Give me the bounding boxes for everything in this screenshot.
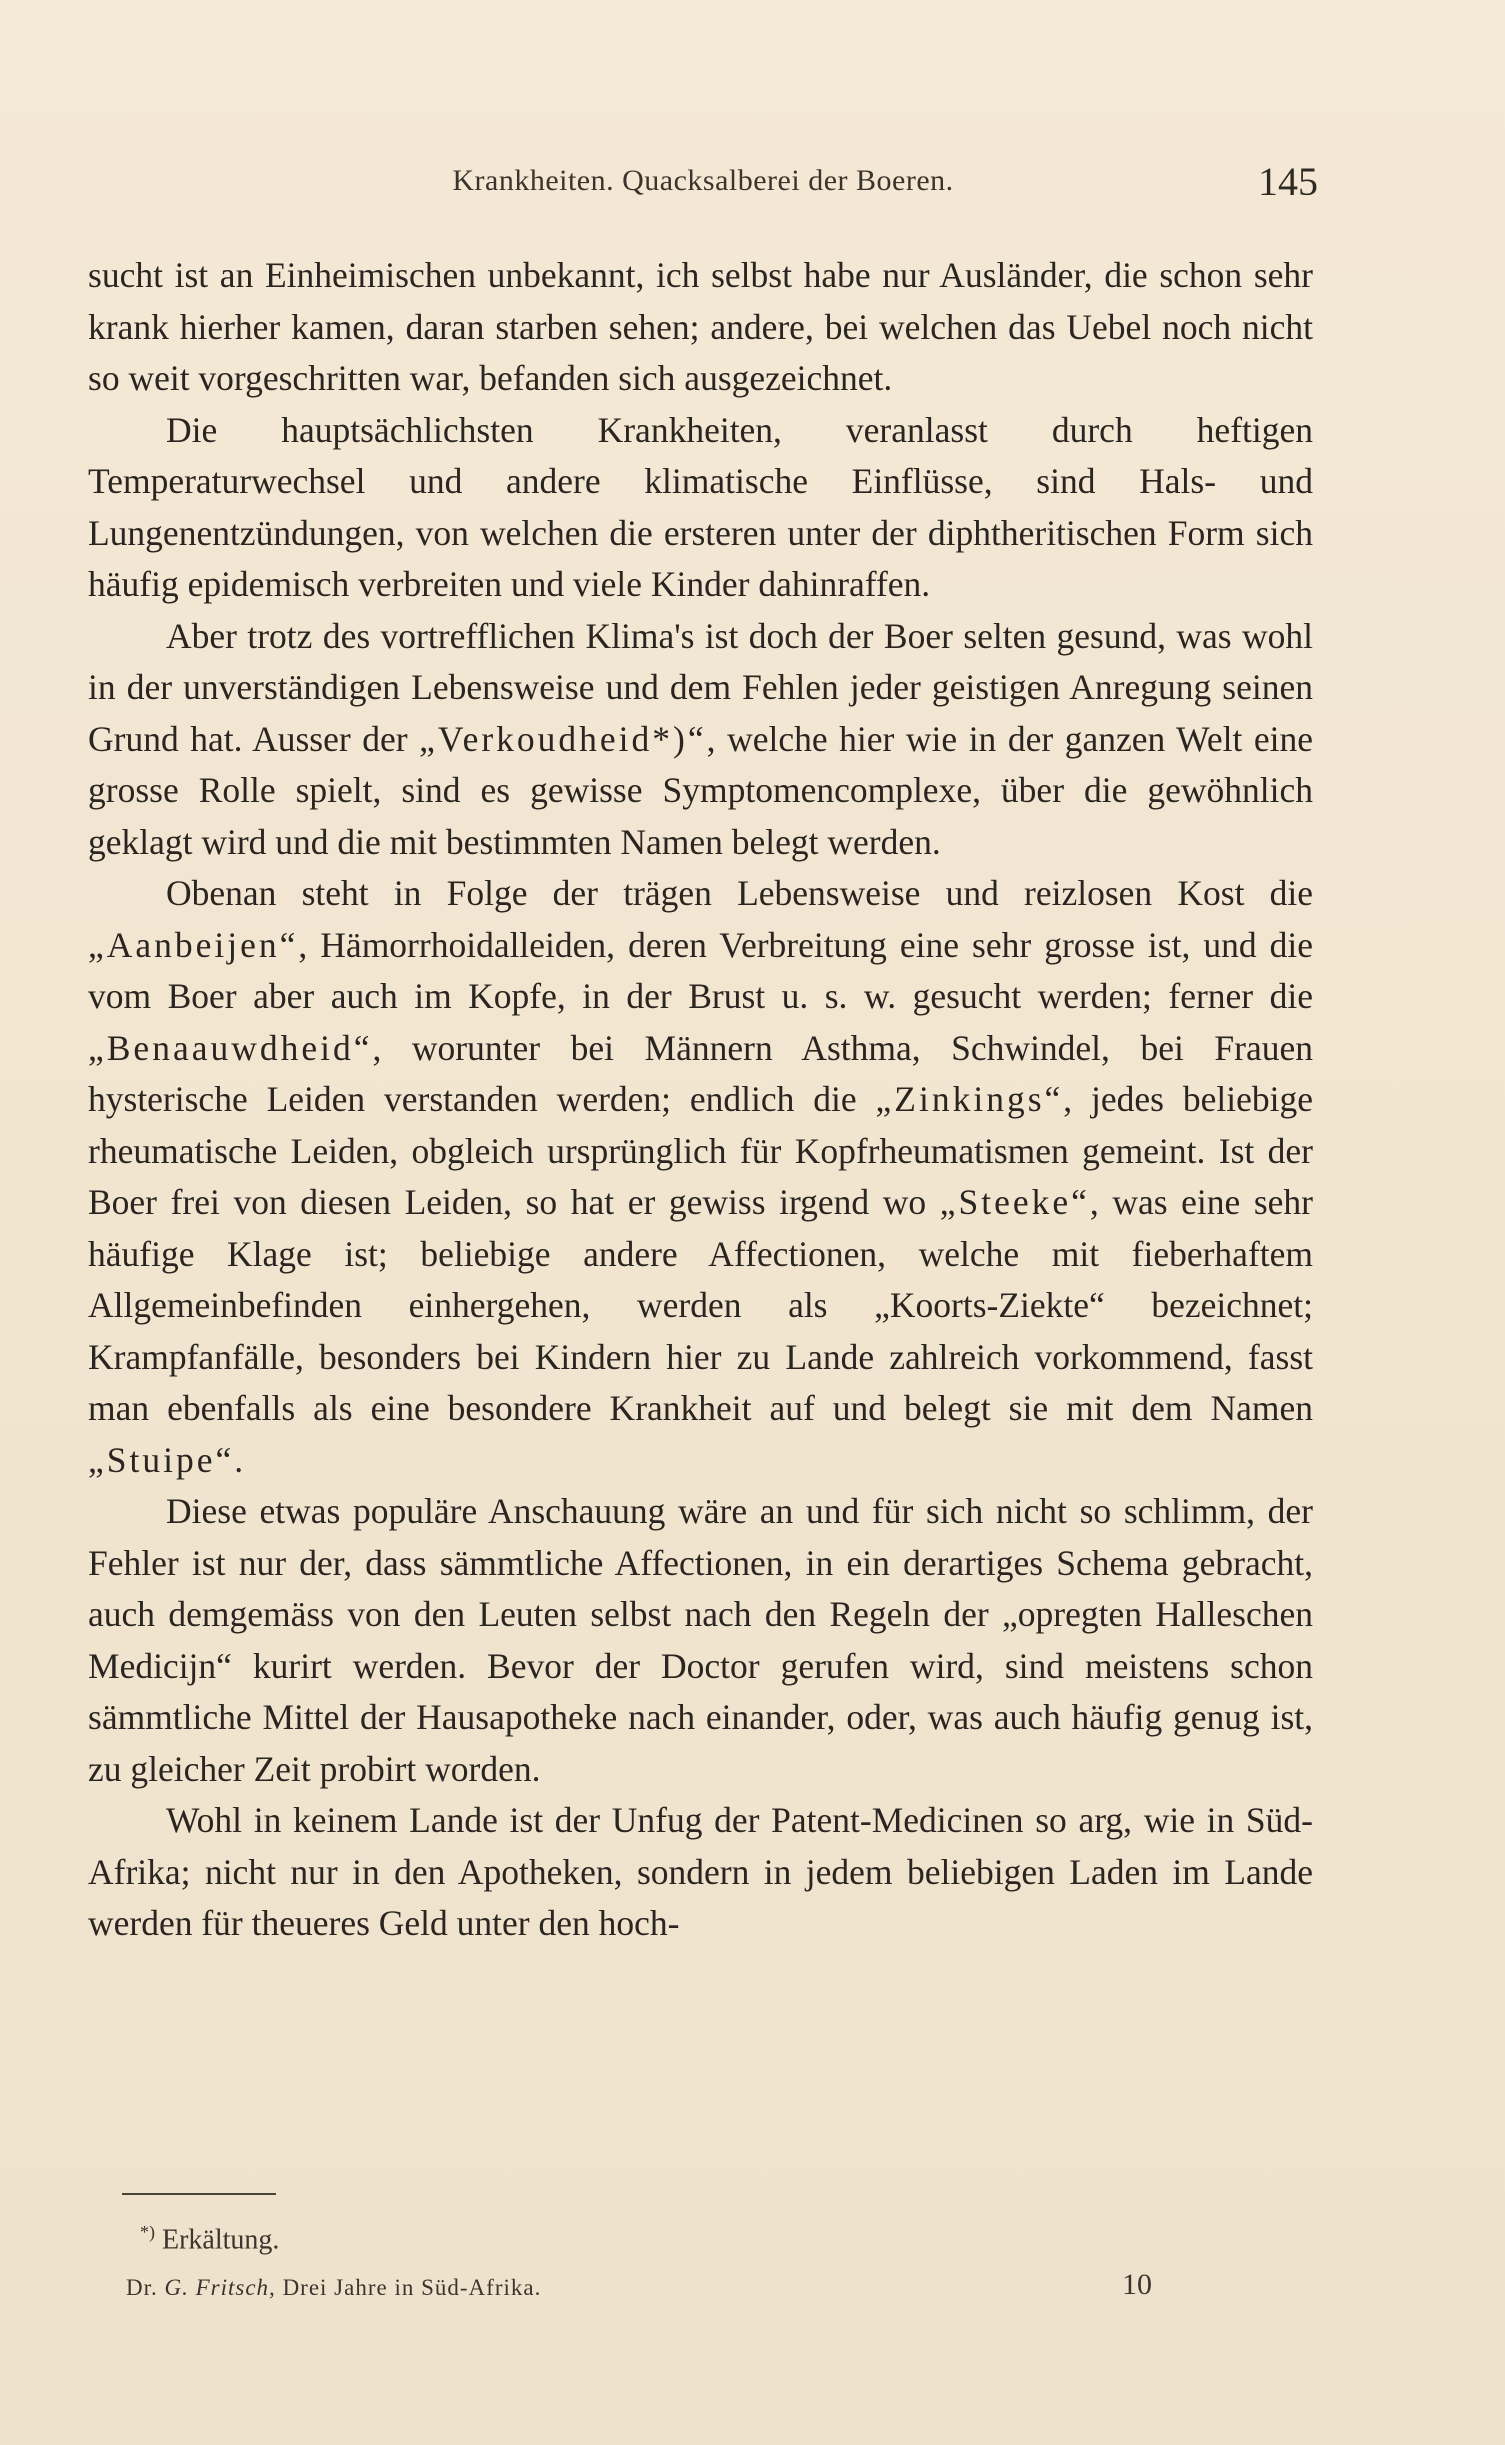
- running-head-title: Krankheiten. Quacksalberei der Boeren.: [452, 164, 954, 197]
- term-zinkings: „Zinkings“: [875, 1079, 1064, 1119]
- term-benaauwdheid: „Benaauwdheid“: [88, 1027, 373, 1068]
- footnote-text: Erkältung.: [162, 2224, 280, 2256]
- paragraph-6: Wohl in keinem Lande ist der Unfug der Patent-Medicinen so arg, wie in Süd-Afrika; nicht nur in den Apotheken, sondern in jedem beliebigen Laden im Lande werden für theueres Geld unter den hoch-: [88, 1800, 1313, 1943]
- printer-signature: [126, 2275, 541, 2301]
- running-head: [88, 158, 1318, 218]
- sheet-number: 10: [1122, 2268, 1152, 2301]
- signature-author: G. Fritsch,: [164, 2275, 276, 2300]
- paragraph-3-text-b: , welche hier wie in der ganzen Welt eine grosse Rolle spielt, sind es gewisse Symptomencomplexe, über die gewöhnlich geklagt wird und die mit bestimmten Namen belegt werden.: [88, 718, 1314, 862]
- body-text: [88, 250, 1313, 1950]
- term-verkoudheid: „Verkoudheid*)“: [419, 718, 707, 759]
- paragraph-4-text-f: .: [234, 1439, 244, 1480]
- paragraph-2: Die hauptsächlichsten Krankheiten, veranlasst durch heftigen Temperaturwechsel und andere klimatische Einflüsse, sind Hals- und Lungenentzündungen, von welchen die ersteren unter der diphtheritischen Form sich häufig epidemisch verbreiten und viele Kinder dahinraffen.: [88, 409, 1313, 604]
- paragraph-3: [88, 611, 1313, 869]
- footnote: [140, 2222, 279, 2256]
- term-stuipe: „Stuipe“: [88, 1439, 235, 1480]
- footnote-marker: *): [140, 2222, 155, 2242]
- page-number: 145: [1258, 159, 1318, 204]
- term-aanbeijen: „Aanbeijen“: [88, 924, 299, 965]
- paragraph-4: [88, 868, 1313, 1486]
- paragraph-3-text-a: Aber trotz des vortrefflichen Klima's ist doch der Boer selten gesund, was wohl in der unverständigen Lebensweise und dem Fehlen jeder geistigen Anregung seinen Grund hat. Ausser der: [88, 615, 1313, 759]
- footnote-rule: [122, 2193, 276, 2195]
- paragraph-4-text-c: , worunter bei Männern Asthma, Schwindel, bei Frauen hysterische Leiden verstanden werden; endlich die: [88, 1027, 1313, 1119]
- signature-title: Drei Jahre in Süd-Afrika.: [282, 2275, 542, 2300]
- paragraph-4-text-e: , was eine sehr häufige Klage ist; beliebige andere Affectionen, welche mit fieberhaftem Allgemeinbefinden einhergehen, werden als „Koorts-Ziekte“ bezeichnet; Krampfanfälle, besonders bei Kindern hier zu Lande zahlreich vorkommend, fasst man ebenfalls als eine besondere Krankheit auf und belegt sie mit dem Namen: [88, 1182, 1313, 1428]
- term-steeke: „Steeke“: [939, 1182, 1090, 1222]
- paragraph-5: Diese etwas populäre Anschauung wäre an und für sich nicht so schlimm, der Fehler ist nur der, dass sämmtliche Affectionen, in ein derartiges Schema gebracht, auch demgemäss von den Leuten selbst nach den Regeln der „opregten Halleschen Medicijn“ kurirt werden. Bevor der Doctor gerufen wird, sind meistens schon sämmtliche Mittel der Hausapotheke nach einander, oder, was auch häufig genug ist, zu gleicher Zeit probirt worden.: [88, 1491, 1313, 1789]
- paragraph-1: sucht ist an Einheimischen unbekannt, ich selbst habe nur Ausländer, die schon sehr krank hierher kamen, daran starben sehen; andere, bei welchen das Uebel noch nicht so weit vorgeschritten war, befanden sich ausgezeichnet.: [88, 255, 1313, 398]
- signature-prefix: Dr.: [126, 2275, 158, 2300]
- paragraph-4-text-b: , Hämorrhoidalleiden, deren Verbreitung eine sehr grosse ist, und die vom Boer aber auch im Kopfe, in der Brust u. s. w. gesucht werden; ferner die: [88, 924, 1313, 1016]
- paragraph-4-text-a: Obenan steht in Folge der trägen Lebensweise und reizlosen Kost die: [166, 873, 1313, 913]
- paragraph-4-text-d: , jedes beliebige rheumatische Leiden, obgleich ursprünglich für Kopfrheumatismen gemeint. Ist der Boer frei von diesen Leiden, so hat er gewiss irgend wo: [88, 1079, 1313, 1222]
